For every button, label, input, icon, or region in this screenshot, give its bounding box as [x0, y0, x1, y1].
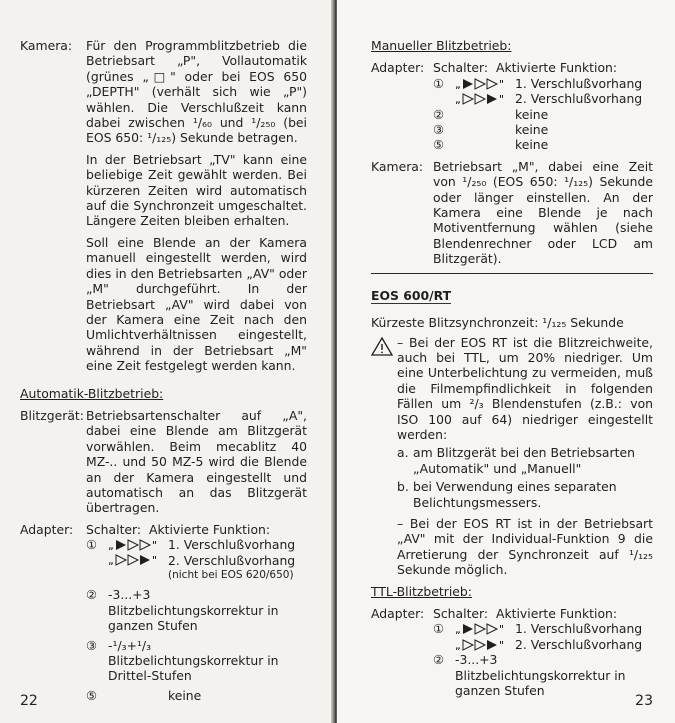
ttl-adapter-section: [371, 606, 653, 698]
list-item-mark: b.: [397, 479, 409, 495]
switch-row: [433, 621, 653, 636]
kamera-paragraph-3: Soll eine Blende an der Kamera manuell eingestellt werden, wird dies in den Betriebsarten „AV" oder „M" durchgeführt. In der Betriebsart „AV" wird dabei von der Kamera eine Zeit nach den Umlichtverhältnissen eingestellt, während in der Betriebsart „M" eine Zeit festgelegt werden kann.: [86, 234, 307, 374]
right-page: [337, 0, 675, 723]
manual-switch-desc-3: keine: [515, 106, 549, 122]
switch-row: [433, 122, 653, 137]
switch-row: [433, 76, 653, 91]
switch-number-4: ③: [86, 637, 98, 653]
manual-kamera-text: Betriebsart „M", dabei eine Zeit von ¹/₂₅₀ (EOS 650: ¹/₁₂₅) Sekunde oder länger einstellen. An der Kamera eine Blende je nach Motiventfernung wählen (siehe Blendenrechner oder LCD am Blitzgerät).: [433, 158, 653, 267]
switch-number-1: ①: [86, 537, 98, 553]
switch-row: [433, 107, 653, 122]
switch-position-1-icon: [108, 537, 168, 552]
svg-text:": ": [152, 538, 158, 552]
kamera-label: Kamera:: [20, 38, 73, 53]
manual-switch-desc-1: 1. Verschlußvorhang: [515, 75, 643, 91]
page-number-right: 23: [635, 692, 653, 709]
manual-adapter-section: [371, 60, 653, 152]
ttl-switch-number-1: ①: [433, 621, 445, 637]
page-number-left: 22: [20, 692, 38, 709]
section-divider: [371, 273, 653, 274]
warning-sublist: [397, 445, 653, 510]
switch-row: [86, 553, 307, 568]
switch-note: (nicht bei EOS 620/650): [168, 569, 294, 581]
ttl-adapter-label: Adapter:: [371, 606, 425, 621]
switch-row: [86, 587, 307, 633]
list-item-text: am Blitzgerät bei den Betriebsarten „Automatik" und „Manuell": [413, 445, 635, 476]
list-item: [397, 479, 653, 510]
switch-row: [86, 568, 307, 583]
warning-icon: [371, 335, 397, 578]
switch-row: [433, 652, 653, 698]
adapter-label: Adapter:: [20, 521, 74, 537]
manual-switch-number-4: ③: [433, 122, 445, 138]
manual-adapter-label: Adapter:: [371, 60, 425, 76]
switch-row: [86, 638, 307, 684]
manual-switch-desc-5: keine: [515, 137, 549, 153]
switch-position-2-icon: [455, 91, 515, 106]
eos-heading: EOS 600/RT: [371, 287, 452, 303]
warning-block: [371, 335, 653, 578]
manual-switch-desc-4: keine: [515, 122, 549, 138]
svg-text:": ": [499, 77, 505, 91]
svg-text:„: „: [455, 623, 461, 637]
ttl-switch-desc-1: 1. Verschlußvorhang: [515, 621, 643, 637]
manual-kamera-label: Kamera:: [371, 158, 424, 174]
ttl-switch-number-3: ②: [433, 652, 445, 668]
switch-row: [433, 637, 653, 652]
kamera-paragraph-1: Für den Programmblitzbetrieb die Betriebsart „P", Vollautomatik (grünes „□" oder bei EOS 650 „DEPTH" (verhält sich wie „P") wählen. Die Verschlußzeit kann dabei zwischen ¹/₆₀ und ¹/₂₅₀ (bei EOS 650: ¹/₁₂₅) Sekunde betragen.: [86, 38, 307, 146]
switch-position-1-icon: [455, 76, 515, 91]
sync-text: Kürzeste Blitzsynchronzeit: ¹/₁₂₅ Sekunde: [371, 315, 624, 331]
svg-text:„: „: [108, 538, 114, 552]
svg-text:„: „: [455, 638, 461, 652]
list-item-text: bei Verwendung eines separaten Belichtungsmessers.: [413, 479, 617, 510]
schalter-header: Schalter: Aktivierte Funktion:: [86, 521, 271, 537]
ttl-switch-desc-3: -3...+3 Blitzbelichtungskorrektur in ganzen Stufen: [455, 652, 626, 699]
switch-position-2-icon: [455, 637, 515, 652]
manual-heading: Manueller Blitzbetrieb:: [371, 38, 512, 53]
blitzgeraet-text: Betriebsartenschalter auf „A", dabei eine Blende am Blitzgerät vorwählen. Beim mecablitz 40 MZ-.. und 50 MZ-5 wird die Blende an der Kamera eingestellt und automatisch an das Blitzgerät übertragen.: [86, 407, 307, 516]
svg-text:": ": [499, 92, 505, 106]
warning-text: – Bei der EOS RT ist die Blitzreichweite, auch bei TTL, um 20% niedriger. Um eine Unterbelichtung zu vermeiden, muß die Filmempfindlichkeit in folgenden Fällen um ²/₃ Blendenstufen (z.B.: von ISO 100 auf 64) niedriger eingestellt werden:: [397, 334, 653, 442]
switch-position-2-icon: [108, 553, 168, 568]
ttl-switch-desc-2: 2. Verschlußvorhang: [515, 636, 643, 652]
manual-switch-number-2: [433, 91, 455, 106]
blitzgeraet-section: [20, 408, 307, 516]
automatik-heading: Automatik-Blitzbetrieb:: [20, 385, 164, 401]
switch-desc-2: 2. Verschlußvorhang: [168, 552, 296, 568]
svg-text:„: „: [455, 77, 461, 91]
switch-desc-5: keine: [168, 687, 202, 703]
switch-number-5: ⑤: [86, 687, 98, 703]
left-page: [0, 0, 333, 723]
svg-text:": ": [499, 623, 505, 637]
list-item-mark: a.: [397, 445, 409, 461]
switch-row: [433, 91, 653, 106]
adapter-section: [20, 522, 307, 703]
switch-number-3: ②: [86, 587, 98, 603]
ttl-switch-number-2: [433, 637, 455, 652]
manual-switch-number-3: ②: [433, 106, 445, 122]
svg-text:„: „: [108, 554, 114, 568]
manual-switch-desc-2: 2. Verschlußvorhang: [515, 91, 643, 107]
manual-switch-number-1: ①: [433, 75, 445, 91]
blitzgeraet-label: Blitzgerät:: [20, 407, 84, 423]
manual-switch-number-5: ⑤: [433, 137, 445, 153]
switch-desc-1: 1. Verschlußvorhang: [168, 537, 296, 553]
switch-number-2: [86, 553, 108, 568]
switch-row: [433, 137, 653, 152]
switch-desc-4: -¹/₃+¹/₃ Blitzbelichtungskorrektur in Drittel-Stufen: [108, 637, 279, 684]
kamera-paragraph-2: In der Betriebsart „TV" kann eine beliebige Zeit gewählt werden. Bei kürzeren Zeiten wird automatisch auf die Synchronzeit umgeschaltet. Längere Zeiten bleiben erhalten.: [86, 151, 307, 229]
svg-text:„: „: [455, 92, 461, 106]
list-item: [397, 445, 653, 476]
ttl-schalter-header: Schalter: Aktivierte Funktion:: [433, 606, 618, 621]
kamera-section: [20, 38, 307, 380]
svg-text:": ": [152, 554, 158, 568]
switch-position-1-icon: [455, 621, 515, 636]
switch-row: [86, 688, 307, 703]
manual-kamera-section: [371, 159, 653, 267]
svg-text:": ": [499, 638, 505, 652]
switch-desc-3: -3...+3 Blitzbelichtungskorrektur in ganzen Stufen: [108, 587, 279, 634]
ttl-heading: TTL-Blitzbetrieb:: [371, 583, 472, 599]
rt-av-text: – Bei der EOS RT ist in der Betriebsart „AV" mit der Individual-Funktion 9 die Arretierung der Synchronzeit auf ¹/₁₂₅ Sekunde möglich.: [397, 515, 653, 578]
manual-schalter-header: Schalter: Aktivierte Funktion:: [433, 60, 618, 76]
switch-row: [86, 537, 307, 552]
